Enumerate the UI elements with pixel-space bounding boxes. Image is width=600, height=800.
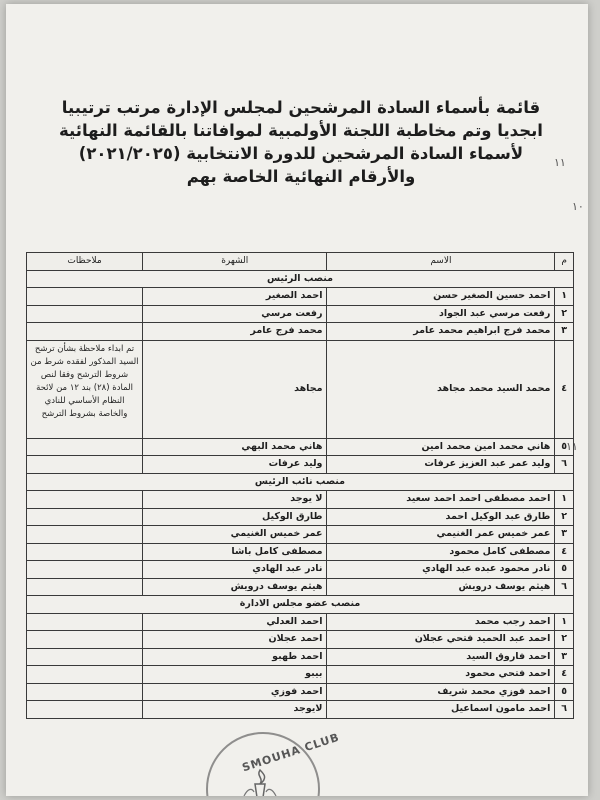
cell-fame: محمد فرج عامر [143,323,327,341]
section-row [27,596,574,614]
candidates-table [26,252,574,719]
cell-notes [27,508,143,526]
cell-fame: هيثم يوسف درويش [143,578,327,596]
header-notes: ملاحظات [27,253,143,271]
table-row [27,666,574,684]
table-row [27,526,574,544]
section-row [27,270,574,288]
header-fame: الشهرة [143,253,327,271]
cell-fame: لا يوجد [143,491,327,509]
torch-emblem-icon [238,766,282,796]
cell-notes [27,438,143,456]
table-row [27,631,574,649]
cell-fame: مصطفى كامل باشا [143,543,327,561]
table-row [27,305,574,323]
table-row [27,456,574,474]
section-row [27,473,574,491]
table-row [27,561,574,579]
stamp-text: SMOUHA CLUB [240,730,342,775]
cell-notes [27,305,143,323]
cell-num: ٢ [555,305,574,323]
cell-notes [27,701,143,719]
cell-notes [27,288,143,306]
table-row [27,648,574,666]
cell-num: ٤ [555,666,574,684]
table-row [27,701,574,719]
cell-notes [27,491,143,509]
cell-name: محمد فرج ابراهيم محمد عامر [327,323,555,341]
title-line-1: قائمة بأسماء السادة المرشحين لمجلس الإدارة مرتب ترتيبيا [61,98,541,117]
cell-fame: احمد فوزي [143,683,327,701]
cell-name: احمد فاروق السيد [327,648,555,666]
cell-num: ١ [555,491,574,509]
cell-name: احمد حسين الصغير حسن [327,288,555,306]
cell-num: ١ [555,288,574,306]
cell-num: ٦ [555,578,574,596]
cell-name: احمد فتحي محمود [327,666,555,684]
table-row [27,683,574,701]
cell-notes: تم ابداء ملاحظة بشأن ترشح السيد المذكور لفقده شرط من شروط الترشح وفقا لنص المادة (٢٨) بند ١٢ من لائحة النظام الأساسي للنادي والخاصة بشروط الترشح [27,340,143,438]
cell-name: هيثم يوسف درويش [327,578,555,596]
cell-num: ٣ [555,648,574,666]
cell-num: ٤ [555,340,574,438]
cell-num: ٦ [555,701,574,719]
cell-notes [27,631,143,649]
table-row [27,491,574,509]
cell-num: ٥ [555,438,574,456]
cell-notes [27,526,143,544]
table-row [27,323,574,341]
margin-note: ١١ [566,440,578,453]
section-title: منصب نائب الرئيس [27,473,574,491]
margin-note: ١٠ [572,200,584,213]
table-row [27,543,574,561]
margin-note: ١١ [554,156,566,169]
table-row [27,288,574,306]
table-row [27,508,574,526]
cell-name: محمد السيد محمد مجاهد [327,340,555,438]
cell-fame: مجاهد [143,340,327,438]
cell-fame: بيبو [143,666,327,684]
title-line-4: والأرقام النهائية الخاصة بهم [186,167,416,186]
table-row [27,340,574,438]
cell-num: ٣ [555,323,574,341]
cell-name: احمد رجب محمد [327,613,555,631]
header-num: م [555,253,574,271]
cell-name: هاني محمد امين محمد امين [327,438,555,456]
cell-num: ٥ [555,683,574,701]
table-row [27,578,574,596]
section-title: منصب الرئيس [27,270,574,288]
section-title: منصب عضو مجلس الادارة [27,596,574,614]
cell-notes [27,323,143,341]
cell-num: ٢ [555,508,574,526]
cell-num: ٦ [555,456,574,474]
cell-fame: احمد طهبو [143,648,327,666]
cell-name: احمد عبد الحميد فتحي عجلان [327,631,555,649]
cell-name: مصطفى كامل محمود [327,543,555,561]
cell-name: وليد عمر عبد العزيز عرفات [327,456,555,474]
cell-notes [27,561,143,579]
cell-notes [27,543,143,561]
cell-num: ٤ [555,543,574,561]
table-body [27,270,574,718]
cell-name: احمد فوزي محمد شريف [327,683,555,701]
cell-name: عمر خميس عمر الغنيمي [327,526,555,544]
cell-notes [27,648,143,666]
table-header-row [27,253,574,271]
cell-fame: رفعت مرسي [143,305,327,323]
cell-name: احمد مصطفى احمد احمد سعيد [327,491,555,509]
cell-fame: وليد عرفات [143,456,327,474]
cell-num: ١ [555,613,574,631]
cell-notes [27,456,143,474]
cell-name: نادر محمود عبده عبد الهادي [327,561,555,579]
cell-notes [27,666,143,684]
cell-fame: احمد الصغير [143,288,327,306]
cell-notes [27,613,143,631]
cell-fame: طارق الوكيل [143,508,327,526]
cell-num: ٢ [555,631,574,649]
cell-fame: عمر خميس الغنيمي [143,526,327,544]
cell-fame: احمد العدلي [143,613,327,631]
cell-notes [27,683,143,701]
cell-fame: احمد عجلان [143,631,327,649]
title-line-2: ابجديا وتم مخاطبة اللجنة الأولمبية لموافاتنا بالقائمة النهائية [59,121,543,140]
title-line-3: لأسماء السادة المرشحين للدورة الانتخابية (٢٠٢١/٢٠٢٥) [78,144,524,163]
cell-fame: لايوجد [143,701,327,719]
document-page [6,4,588,796]
cell-num: ٣ [555,526,574,544]
cell-name: احمد مامون اسماعيل [327,701,555,719]
cell-name: طارق عبد الوكيل احمد [327,508,555,526]
cell-notes [27,578,143,596]
header-name: الاسم [327,253,555,271]
document-title [46,96,556,188]
cell-name: رفعت مرسي عبد الجواد [327,305,555,323]
cell-fame: هاني محمد البهي [143,438,327,456]
cell-num: ٥ [555,561,574,579]
cell-fame: نادر عبد الهادي [143,561,327,579]
table-row [27,613,574,631]
table-row [27,438,574,456]
